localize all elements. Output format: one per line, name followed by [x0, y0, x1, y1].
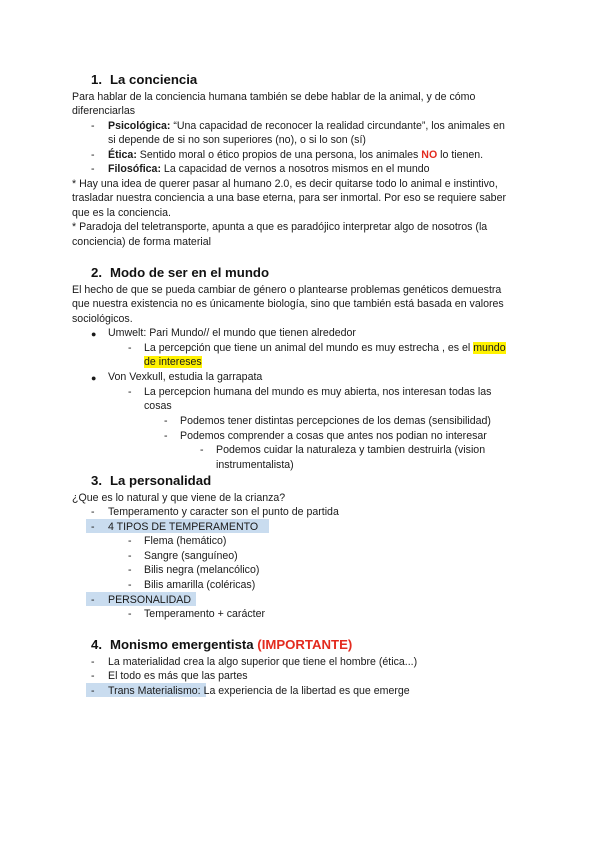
etica-no-emphasis: NO [421, 149, 438, 161]
etica-text-b: lo tienen. [437, 149, 484, 161]
dash-marker: - [164, 430, 168, 442]
etica-item [108, 148, 483, 163]
section-2-para-line-3: sociológicos. [72, 313, 133, 325]
dash-marker: - [128, 535, 132, 547]
trans-materialismo-text: La experiencia de la libertad es que emerge [200, 685, 410, 697]
note-2-line-2: conciencia) de forma material [72, 236, 211, 248]
section-4-number: 4. [91, 637, 102, 652]
percepcion-animal-line-2 [144, 355, 202, 370]
dash-marker: - [128, 342, 132, 354]
note-1-line-3: que es la conciencia. [72, 207, 171, 219]
bilis-amarilla-item: Bilis amarilla (coléricas) [144, 579, 256, 591]
note-1-line-1: * Hay una idea de querer pasar al humano 2.0, es decir quitarse todo lo animal e instintivo, [72, 178, 498, 190]
section-2-para-line-2: que nuestra existencia no es únicamente biología, sino que también está basada en valores [72, 298, 504, 310]
dash-marker: - [128, 386, 132, 398]
section-3-number: 3. [91, 473, 102, 488]
section-3-heading [91, 473, 211, 489]
dash-marker: - [164, 415, 168, 427]
dash-marker: - [128, 550, 132, 562]
percepcion-animal-text: La percepción que tiene un animal del mundo es muy estrecha , es el [144, 342, 474, 354]
sub-item-naturaleza-line-2: instrumentalista) [216, 459, 294, 471]
dash-marker: - [128, 608, 132, 620]
psicologica-item [108, 119, 505, 134]
trans-materialismo-item [108, 684, 410, 699]
section-1-intro-line-1: Para hablar de la conciencia humana también se debe hablar de la animal, y de cómo [72, 91, 476, 103]
section-2-para-line-1: El hecho de que se pueda cambiar de género o plantearse problemas genéticos demuestra [72, 284, 502, 296]
dash-marker: - [91, 163, 95, 175]
percepcion-animal-item [144, 341, 506, 356]
dash-marker: - [91, 506, 95, 518]
temperamento-caracter-item: Temperamento + carácter [144, 608, 265, 620]
bullet-dot-icon: ● [91, 373, 97, 383]
highlight-mundo: mundo [473, 342, 506, 354]
trans-materialismo-label: Trans Materialismo: [108, 685, 201, 697]
umwelt-item: Umwelt: Pari Mundo// el mundo que tienen alrededor [108, 327, 356, 339]
flema-item: Flema (hemático) [144, 535, 227, 547]
dash-marker: - [91, 521, 95, 533]
dash-marker: - [91, 149, 95, 161]
dash-marker: - [91, 120, 95, 132]
dash-marker: - [91, 594, 95, 606]
dash-marker: - [91, 685, 95, 697]
section-3-question: ¿Que es lo natural y que viene de la crianza? [72, 492, 286, 504]
section-2-heading [91, 265, 269, 281]
dash-marker: - [128, 564, 132, 576]
bilis-negra-item: Bilis negra (melancólico) [144, 564, 260, 576]
section-3-title: La personalidad [110, 473, 212, 488]
percepcion-humana-line-2: cosas [144, 400, 172, 412]
section-1-number: 1. [91, 72, 102, 87]
highlight-de-intereses: de intereses [144, 356, 202, 368]
filosofica-item [108, 162, 430, 177]
important-tag: (IMPORTANTE) [257, 637, 353, 652]
section-4-title: Monismo emergentista [110, 637, 258, 652]
temperamento-item: Temperamento y caracter son el punto de partida [108, 506, 339, 518]
materialidad-item: La materialidad crea la algo superior que tiene el hombre (ética...) [108, 656, 418, 668]
sangre-item: Sangre (sanguíneo) [144, 550, 238, 562]
dash-marker: - [91, 656, 95, 668]
sub-item-naturaleza-line-1: Podemos cuidar la naturaleza y tambien destruirla (vision [216, 444, 486, 456]
dash-marker: - [91, 670, 95, 682]
personalidad-item: PERSONALIDAD [108, 594, 192, 606]
dash-marker: - [200, 444, 204, 456]
sub-item-sensibilidad: Podemos tener distintas percepciones de los demas (sensibilidad) [180, 415, 491, 427]
von-vexkull-item: Von Vexkull, estudia la garrapata [108, 371, 263, 383]
filosofica-label: Filosófica: [108, 163, 161, 175]
etica-text-a: Sentido moral o ético propios de una persona, los animales [136, 149, 422, 161]
section-4-heading [91, 637, 352, 653]
note-1-line-2: trasladar nuestra conciencia a una base eterna, para ser inmortal. Por eso se requiere saber [72, 192, 506, 204]
section-2-title: Modo de ser en el mundo [110, 265, 269, 280]
filosofica-text: La capacidad de vernos a nosotros mismos en el mundo [160, 163, 430, 175]
section-1-intro-line-2: diferenciarlas [72, 105, 136, 117]
psicologica-text: “Una capacidad de reconocer la realidad circundante”, los animales en [170, 120, 505, 132]
dash-marker: - [128, 579, 132, 591]
section-1-title: La conciencia [110, 72, 198, 87]
percepcion-humana-line-1: La percepcion humana del mundo es muy abierta, nos interesan todas las [144, 386, 492, 398]
section-1-heading [91, 72, 197, 88]
psicologica-text-line-2: si depende de si no son superiores (no), o si lo son (sí) [108, 134, 366, 146]
sub-item-comprender: Podemos comprender a cosas que antes nos podian no interesar [180, 430, 487, 442]
section-2-number: 2. [91, 265, 102, 280]
bullet-dot-icon: ● [91, 329, 97, 339]
note-2-line-1: * Paradoja del teletransporte, apunta a que es paradójico interpretar algo de nosotros (la [72, 221, 488, 233]
todo-partes-item: El todo es más que las partes [108, 670, 248, 682]
etica-label: Ética: [108, 149, 137, 161]
tipos-temperamento-item: 4 TIPOS DE TEMPERAMENTO [108, 521, 259, 533]
psicologica-label: Psicológica: [108, 120, 171, 132]
